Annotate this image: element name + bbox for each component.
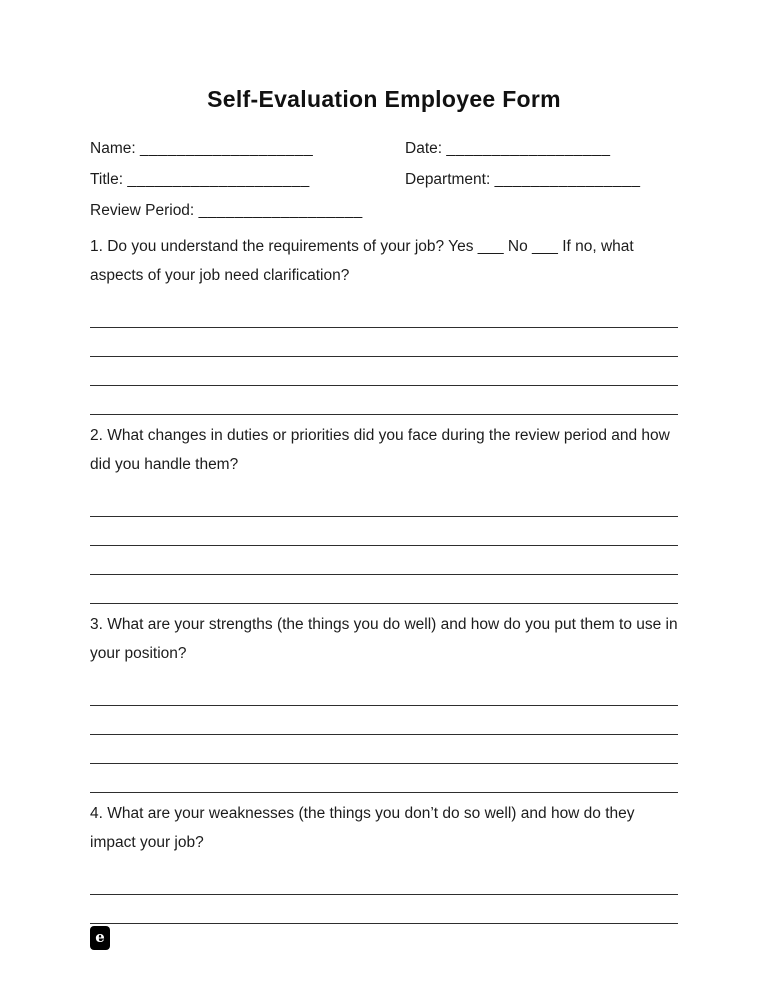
question-block-2: [90, 421, 678, 604]
name-field: [90, 133, 405, 164]
answer-line[interactable]: [90, 546, 678, 575]
eforms-logo-letter: e: [95, 927, 105, 946]
review-period-label: Review Period:: [90, 202, 195, 219]
title-field: [90, 164, 405, 195]
answer-line[interactable]: [90, 357, 678, 386]
question-block-4: [90, 799, 678, 924]
header-fields: [90, 133, 678, 226]
header-row-review-period: [90, 195, 678, 226]
answer-line[interactable]: [90, 735, 678, 764]
answer-lines-1: [90, 299, 678, 415]
question-text-3: 3. What are your strengths (the things you do well) and how do you put them to use in your position?: [90, 616, 678, 662]
question-block-1: [90, 232, 678, 415]
department-field: [405, 164, 678, 195]
answer-line[interactable]: [90, 575, 678, 604]
name-blank-input[interactable]: ___________________: [139, 140, 314, 157]
answer-line[interactable]: [90, 328, 678, 357]
review-period-field: [90, 195, 363, 226]
answer-lines-4: [90, 866, 678, 924]
question-block-3: [90, 610, 678, 793]
page-title: Self-Evaluation Employee Form: [207, 86, 561, 112]
title-blank-input[interactable]: ____________________: [127, 171, 310, 188]
department-label: Department:: [405, 171, 491, 188]
eforms-logo: [90, 926, 110, 950]
date-field: [405, 133, 678, 164]
answer-line[interactable]: [90, 706, 678, 735]
question-text-4: 4. What are your weaknesses (the things you don’t do so well) and how do they impact your job?: [90, 805, 635, 851]
answer-line[interactable]: [90, 488, 678, 517]
header-row-name-date: [90, 133, 678, 164]
answer-line[interactable]: [90, 299, 678, 328]
answer-line[interactable]: [90, 677, 678, 706]
title-label: Title:: [90, 171, 124, 188]
answer-line[interactable]: [90, 517, 678, 546]
answer-line[interactable]: [90, 386, 678, 415]
answer-line[interactable]: [90, 895, 678, 924]
answer-lines-3: [90, 677, 678, 793]
name-label: Name:: [90, 140, 136, 157]
department-blank-input[interactable]: ________________: [494, 171, 641, 188]
review-period-blank-input[interactable]: __________________: [198, 202, 363, 219]
answer-line[interactable]: [90, 764, 678, 793]
question-text-2: 2. What changes in duties or priorities did you face during the review period and how did you handle them?: [90, 427, 670, 473]
date-blank-input[interactable]: __________________: [446, 140, 611, 157]
header-row-title-department: [90, 164, 678, 195]
question-text-1: 1. Do you understand the requirements of your job? Yes ___ No ___ If no, what aspects of your job need clarification?: [90, 238, 634, 284]
date-label: Date:: [405, 140, 443, 157]
answer-lines-2: [90, 488, 678, 604]
answer-line[interactable]: [90, 866, 678, 895]
